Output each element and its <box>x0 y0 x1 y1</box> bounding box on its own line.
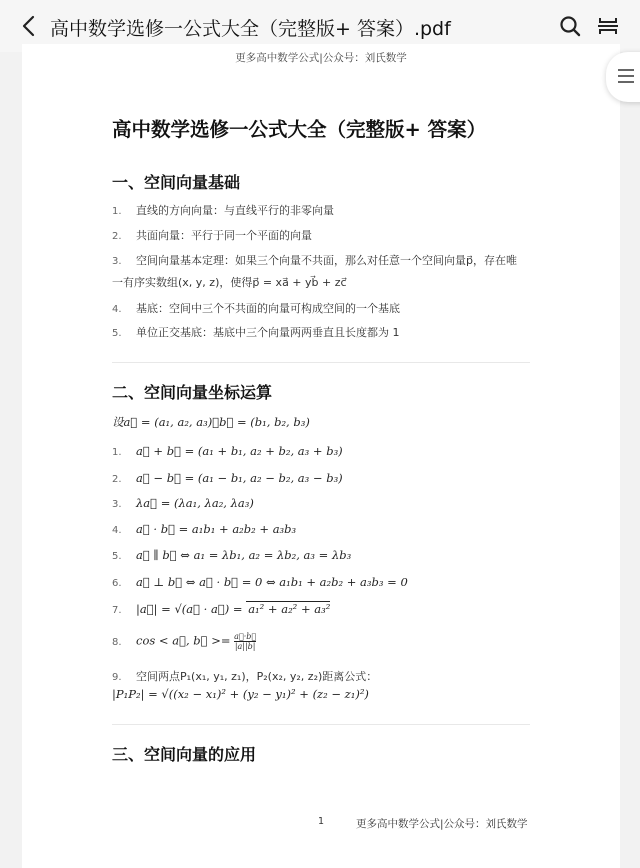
item-number: 4. <box>112 525 122 536</box>
back-arrow-icon[interactable] <box>18 14 42 38</box>
list-item <box>112 227 312 243</box>
document-heading: 高中数学选修一公式大全（完整版+ 答案） <box>112 118 487 141</box>
list-item <box>112 202 334 218</box>
list-item <box>112 471 343 485</box>
item-number: 2. <box>112 231 122 242</box>
item-text: 基底：空间中三个不共面的向量可构成空间的一个基底 <box>136 302 400 315</box>
item-formula: cos < a⃗, b⃗ >= <box>136 633 235 648</box>
list-item-continuation <box>112 274 347 290</box>
page-number: 1 <box>318 816 325 827</box>
item-text: 直线的方向向量：与直线平行的非零向量 <box>136 204 334 217</box>
list-item <box>112 300 400 316</box>
item-number: 8. <box>112 636 122 648</box>
item-text: 共面向量：平行于同一个平面的向量 <box>136 229 312 242</box>
section-heading-1: 一、空间向量基础 <box>112 173 241 192</box>
list-menu-icon <box>616 67 636 85</box>
section-intro: 设a⃗ = (a₁, a₂, a₃)，b⃗ = (b₁, b₂, b₃) <box>112 415 310 429</box>
item-formula: |a⃗| = √(a⃗ · a⃗) = <box>136 602 247 616</box>
section-divider <box>112 724 530 725</box>
list-item <box>112 444 343 458</box>
item-number: 1. <box>112 447 122 458</box>
list-item <box>112 602 330 616</box>
page-footer-note: 更多高中数学公式|公众号：刘氏数学 <box>356 818 528 830</box>
item-formula: λa⃗ = (λa₁, λa₂, λa₃) <box>136 496 254 510</box>
fraction <box>234 632 256 651</box>
item-formula: a⃗ ⊥ b⃗ ⇔ a⃗ · b⃗ = 0 ⇔ a₁b₁ + a₂b₂ + a₃b₃ = 0 <box>136 575 408 589</box>
list-item <box>112 668 377 684</box>
list-item <box>112 548 351 562</box>
section-heading-2: 二、空间向量坐标运算 <box>112 383 273 402</box>
list-item <box>112 324 400 340</box>
outline-icon[interactable] <box>596 14 620 38</box>
item-number: 7. <box>112 605 122 616</box>
fraction-numerator: a⃗·b⃗ <box>234 632 257 641</box>
page-header-note: 更多高中数学公式|公众号：刘氏数学 <box>235 52 407 64</box>
item-formula: a⃗ + b⃗ = (a₁ + b₁, a₂ + b₂, a₃ + b₃) <box>136 444 343 458</box>
item-number: 9. <box>112 672 122 683</box>
list-item <box>112 252 517 268</box>
search-icon[interactable] <box>558 14 582 38</box>
section-heading-3: 三、空间向量的应用 <box>112 745 257 764</box>
item-number: 3. <box>112 256 122 267</box>
item-number: 5. <box>112 328 122 339</box>
radicand: a₁² + a₂² + a₃² <box>248 602 331 616</box>
item-formula: a⃗ − b⃗ = (a₁ − b₁, a₂ − b₂, a₃ − b₃) <box>136 471 343 485</box>
pdf-page <box>22 44 620 868</box>
item-number: 3. <box>112 499 122 510</box>
list-item <box>112 522 296 536</box>
item-text: 空间向量基本定理：如果三个向量不共面，那么对任意一个空间向量p⃗，存在唯 <box>136 254 517 267</box>
fraction-denominator: |a||b| <box>234 642 256 651</box>
list-item <box>112 632 256 651</box>
item-text: 空间两点P₁(x₁, y₁, z₁)，P₂(x₂, y₂, z₂)距离公式： <box>136 670 378 683</box>
list-item-continuation: |P₁P₂| = √((x₂ − x₁)² + (y₂ − y₁)² + (z₂ − z₁)²) <box>112 687 369 701</box>
document-title: 高中数学选修一公式大全（完整版+ 答案）.pdf <box>50 18 451 40</box>
item-number: 6. <box>112 578 122 589</box>
item-number: 4. <box>112 304 122 315</box>
list-item <box>112 575 408 589</box>
item-formula: a⃗ ∥ b⃗ ⇔ a₁ = λb₁, a₂ = λb₂, a₃ = λb₃ <box>136 548 352 562</box>
item-text: 一有序实数组(x, y, z)，使得p⃗ = xa⃗ + yb⃗ + zc⃗ <box>112 276 347 289</box>
section-divider <box>112 362 530 363</box>
item-number: 5. <box>112 551 122 562</box>
item-formula: a⃗ · b⃗ = a₁b₁ + a₂b₂ + a₃b₃ <box>136 522 297 536</box>
item-number: 1. <box>112 206 122 217</box>
floating-menu-button[interactable] <box>606 52 640 102</box>
list-item <box>112 496 254 510</box>
item-text: 单位正交基底：基底中三个向量两两垂直且长度都为 1 <box>136 326 400 339</box>
item-number: 2. <box>112 474 122 485</box>
